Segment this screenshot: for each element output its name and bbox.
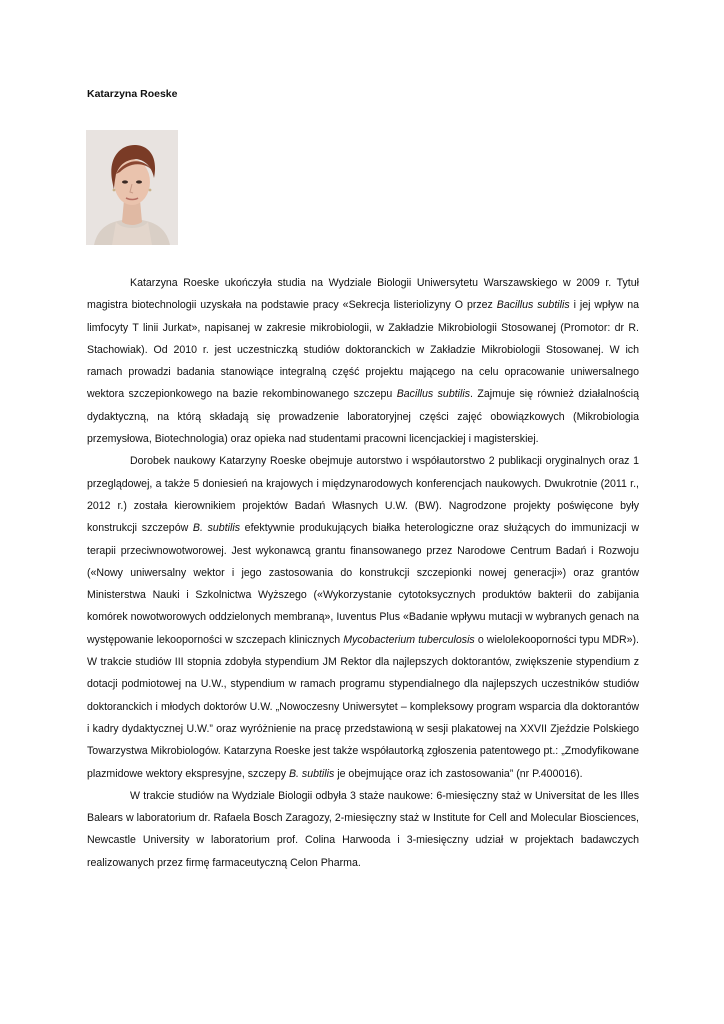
paragraph-2 bbox=[87, 450, 639, 784]
paragraph-3 bbox=[87, 785, 639, 874]
biography-text bbox=[87, 272, 639, 874]
italic-term: Mycobacterium tuberculosis bbox=[343, 633, 475, 646]
text-run: W trakcie studiów na Wydziale Biologii odbyła 3 staże naukowe: 6-miesięczny staż w Universitat de les Illes Balears w laboratorium dr. Rafaela Bosch Zaragozy, 2-miesięczny staż w Institute for Cell and Molecular Biosciences, Newcastle University w laboratorium prof. Colina Harwooda i 3-miesięczny udział w projektach badawczych realizowanych przez firmę farmaceutyczną Celon Pharma. bbox=[87, 789, 639, 869]
portrait-illustration bbox=[86, 130, 178, 245]
text-run: efektywnie produkujących białka heterologiczne oraz służących do immunizacji w terapii przeciwnowotworowej. Jest wykonawcą grantu finansowanego przez Narodowe Centrum Badań i Rozwoju («Nowy uniwersalny wektor i jego zastosowania do konstrukcji szczepionki nowej generacji») oraz grantów Ministerstwa Nauki i Szkolnictwa Wyższego («Wykorzystanie cytotoksycznych produktów bakterii do zabijania komórek nowotworowych oddzielonych membraną», Iuventus Plus «Badanie wpływu mutacji w wybranych genach na występowanie lekooporności w szczepach klinicznych bbox=[87, 522, 639, 646]
text-run: Dorobek naukowy Katarzyny Roeske obejmuje autorstwo i współautorstwo 2 publikacji oryginalnych oraz 1 przeglądowej, a także 5 doniesień na krajowych i międzynarodowych konferencjach naukowych. Dwukrotnie (2011 r., 2012 r.) została kierownikiem projektów Badań Własnych U.W. (BW). Nagrodzone projekty poświęcone były konstrukcji szczepów bbox=[87, 455, 639, 535]
italic-term: Bacillus subtilis bbox=[496, 299, 570, 312]
text-run: je obejmujące oraz ich zastosowania” (nr P.400016). bbox=[334, 767, 583, 780]
paragraph-1 bbox=[87, 272, 639, 450]
text-run: Katarzyna Roeske ukończyła studia na Wydziale Biologii Uniwersytetu Warszawskiego w 2009 r. Tytuł magistra biotechnologii uzyskała na podstawie pracy «Sekrecja listeriolizyny O przez bbox=[87, 277, 639, 312]
page-title: Katarzyna Roeske bbox=[87, 88, 178, 100]
text-run: o wielolekooporności typu MDR»). W trakcie studiów III stopnia zdobyła stypendium JM Rektor dla najlepszych doktorantów, zwiększenie stypendium z dotacji podmiotowej na U.W., stypendium w ramach programu stypendialnego dla najlepszych uczestników studiów doktoranckich i młodych doktorów U.W. „Nowoczesny Uniwersytet – kompleksowy program wsparcia dla doktorantów i kadry dydaktycznej U.W.” oraz wyróżnienie na pracę przedstawioną w sesji plakatowej na XXVII Zjeździe Polskiego Towarzystwa Mikrobiologów. Katarzyna Roeske jest także współautorką zgłoszenia patentowego pt.: „Zmodyfikowane plazmidowe wektory ekspresyjne, szczepy bbox=[87, 633, 640, 780]
italic-term: B. subtilis bbox=[288, 767, 335, 780]
portrait-photo bbox=[86, 130, 178, 245]
italic-term: Bacillus subtilis bbox=[396, 388, 471, 401]
text-run: . Zajmuje się również działalnością dydaktyczną, na którą składają się prowadzenie laboratoryjnej części zajęć obowiązkowych (Mikrobiologia przemysłowa, Biotechnologia) oraz opieka nad studentami pracowni licencjackiej i magisterskiej. bbox=[87, 388, 639, 446]
italic-term: B. subtilis bbox=[192, 522, 240, 535]
text-run: i jej wpływ na limfocyty T linii Jurkat», napisanej w zakresie mikrobiologii, w Zakładzie Mikrobiologii Stosowanej (Promotor: dr R. Stachowiak). Od 2010 r. jest uczestniczką studiów doktoranckich w Zakładzie Mikrobiologii Stosowanej. W ich ramach prowadzi badania stanowiące integralną część projektu mającego na celu opracowanie uniwersalnego wektora szczepionkowego na bazie rekombinowanego szczepu bbox=[87, 299, 639, 401]
